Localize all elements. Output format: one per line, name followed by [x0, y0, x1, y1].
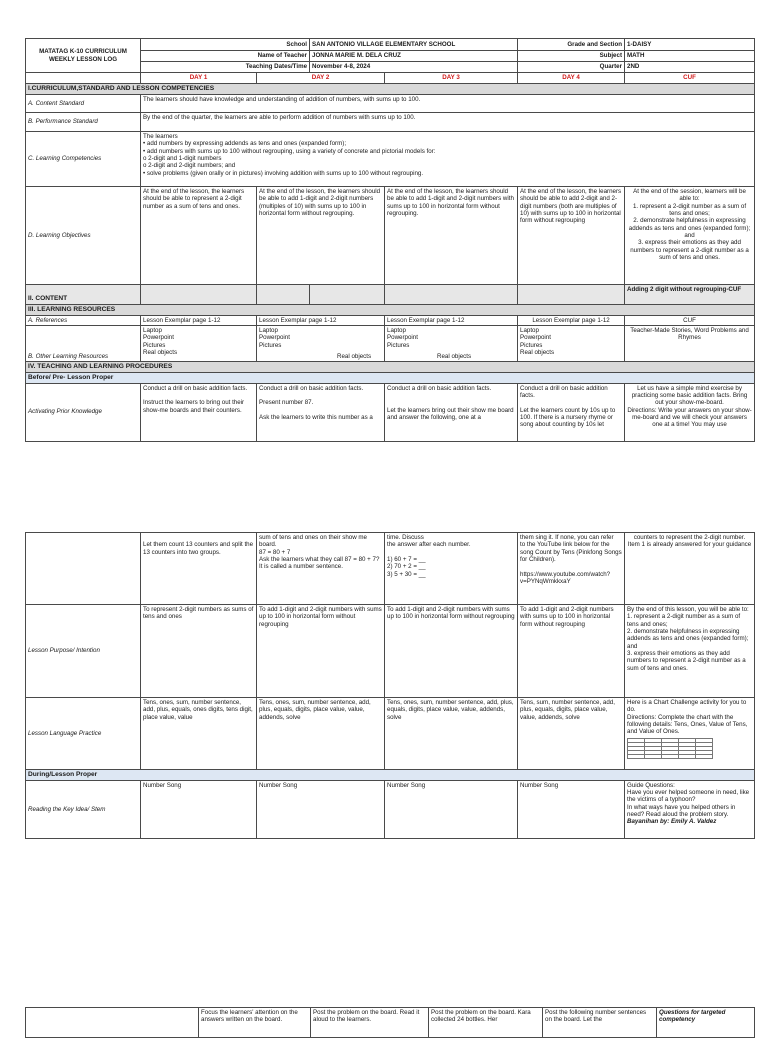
- section-before: Before/ Pre- Lesson Proper: [26, 372, 755, 383]
- purpose-day-1: To represent 2-digit numbers as sums of tens and ones: [141, 605, 257, 698]
- p3-cuf: Questions for targeted competency: [657, 1008, 755, 1038]
- content-day-3: [385, 285, 518, 305]
- language-label: Lesson Language Practice: [26, 698, 141, 770]
- activating-day-1: Conduct a drill on basic addition facts. Instruct the learners to bring out their show-me boards and their counters.: [141, 383, 257, 441]
- content-day-2b: [310, 285, 385, 305]
- activating-day-2: Conduct a drill on basic addition facts. Present number 87. Ask the learners to write this number as a: [257, 383, 385, 441]
- objective-day-1: At the end of the lesson, the learners should be able to represent a 2-digit number as a sum of tens and ones.: [141, 187, 257, 285]
- language-day-1: Tens, ones, sum, number sentence, add, plus, equals, ones digits, tens digit, place value, value: [141, 698, 257, 770]
- reading-cuf: [625, 780, 755, 838]
- p3-day-1: Focus the learners' attention on the answers written on the board.: [199, 1008, 311, 1038]
- p3-day-4: Post the following number sentences on the board. Let the: [543, 1008, 657, 1038]
- log-title: MATATAG K-10 CURRICULUM WEEKLY LESSON LOG: [26, 39, 141, 73]
- language-day-3: Tens, ones, sum, number sentence, add, plus, equals, digits, place value, value, addends, solve: [385, 698, 518, 770]
- other-resources-label: B. Other Learning Resources: [26, 326, 141, 362]
- purpose-label: Lesson Purpose/ Intention: [26, 605, 141, 698]
- activating-cont-day-2: sum of tens and ones on their show me board. 87 = 80 + 7 Ask the learners what they call 87 = 80 + 7? It is called a number sentence.: [257, 533, 385, 605]
- section-curriculum: I.CURRICULUM,STANDARD AND LESSON COMPETENCIES: [26, 84, 755, 95]
- subject-label: Subject: [518, 51, 625, 62]
- reading-cuf-credit: Bayanihan by: Emily A. Valdez: [627, 818, 717, 826]
- activating-day-3: Conduct a drill on basic addition facts. Let the learners bring out their show me board and answer the following, one at a: [385, 383, 518, 441]
- activating-cont-day-1: Let them count 13 counters and split the 13 counters into two groups.: [141, 533, 257, 605]
- day-3-header: DAY 3: [385, 73, 518, 84]
- reading-label: Reading the Key Idea/ Stem: [26, 780, 141, 838]
- objective-cuf: At the end of the session, learners will be able to: 1. represent a 2-digit number as a sum of tens and ones; 2. demonstrate helpfulness in expressing addends as tens and ones (expanded form); and 3. express their emotions as they add numbers to represent a 2-digit number as a sum of tens and ones.: [625, 187, 755, 285]
- activating-day-4: Conduct a drill on basic addition facts. Let the learners count by 10s up to 100. If there is a nursery rhyme or song about counting by 10s let: [518, 383, 625, 441]
- p3-day-3: Post the problem on the board. Kara collected 24 bottles. Her: [429, 1008, 543, 1038]
- language-day-2: Tens, ones, sum, number sentence, add, plus, equals, digits, place value, value, addends, solve: [257, 698, 385, 770]
- language-cuf: [625, 698, 755, 770]
- content-standard-text: The learners should have knowledge and understanding of addition of numbers, with sums up to 100.: [141, 95, 755, 113]
- activating-cont-day-3: time. Discuss the answer after each number. 1) 60 + 7 = __ 2) 70 + 2 = __ 3) 5 + 30 = __: [385, 533, 518, 605]
- objective-day-3: At the end of the lesson, the learners should be able to add 1-digit and 2-digit numbers with sums up to 100 in horizontal form without regrouping.: [385, 187, 518, 285]
- content-standard-label: A. Content Standard: [26, 95, 141, 113]
- day-1-header: DAY 1: [141, 73, 257, 84]
- purpose-day-4: To add 1-digit and 2-digit numbers with sums up to 100 in horizontal form without regrouping: [518, 605, 625, 698]
- purpose-cuf: By the end of this lesson, you will be able to: 1. represent a 2-digit number as a sum of tens and ones; 2. demonstrate helpfulness in expressing addends as tens and ones (expanded form); and 3. express their emotions as they add numbers to represent a 2-digit number as a sum of tens and ones.: [625, 605, 755, 698]
- quarter-label: Quarter: [518, 62, 625, 73]
- resources-day-4: Laptop Powerpoint Pictures Real objects: [518, 326, 625, 362]
- reference-day-2: Lesson Exemplar page 1-12: [257, 315, 385, 325]
- section-content: II. CONTENT: [26, 285, 141, 305]
- content-cuf: Adding 2 digit without regrouping-CUF: [625, 285, 755, 305]
- p3-label: [26, 1008, 199, 1038]
- activating-cont-label: [26, 533, 141, 605]
- resources-day-2: [257, 326, 385, 362]
- teacher-label: Name of Teacher: [141, 51, 310, 62]
- quarter-value: 2ND: [625, 62, 755, 73]
- lesson-log-page-3: [25, 1007, 755, 1038]
- resources-day-2-list: Laptop Powerpoint Pictures: [259, 327, 290, 349]
- grade-label: Grade and Section: [518, 39, 625, 51]
- purpose-day-3: To add 1-digit and 2-digit numbers with sums up to 100 in horizontal form without regrouping: [385, 605, 518, 698]
- section-resources: III. LEARNING RESOURCES: [26, 305, 755, 316]
- objective-day-2: At the end of the lesson, the learners should be able to add 1-digit and 2-digit numbers (multiples of 10) with sums up to 100 in horizontal form without regrouping.: [257, 187, 385, 285]
- day-4-header: DAY 4: [518, 73, 625, 84]
- grade-value: 1-DAISY: [625, 39, 755, 51]
- reference-day-1: Lesson Exemplar page 1-12: [141, 315, 257, 325]
- language-day-4: Tens, sum, number sentence, add, plus, equals, digits, place value, value, addends, solve: [518, 698, 625, 770]
- reference-cuf: CUF: [625, 315, 755, 325]
- reading-cuf-text: Guide Questions: Have you ever helped someone in need, like the victims of a typhoon? In what ways have you helped others in need? Read aloud the problem story.: [627, 781, 750, 819]
- content-day-2a: [257, 285, 310, 305]
- reference-day-3: Lesson Exemplar page 1-12: [385, 315, 518, 325]
- day-header-blank: [26, 73, 141, 84]
- p3-day-2: Post the problem on the board. Read it aloud to the learners.: [311, 1008, 429, 1038]
- resources-day-1: Laptop Powerpoint Pictures Real objects: [141, 326, 257, 362]
- learning-objectives-label: D. Learning Objectives: [26, 187, 141, 285]
- learning-competencies-label: C. Learning Competencies: [26, 132, 141, 187]
- activating-cuf: Let us have a simple mind exercise by practicing some basic addition facts. Bring out your show-me-board. Directions: Write your answers on your show-me-board and we will check your answers one at a time! You may use: [625, 383, 755, 441]
- dates-value: November 4-8, 2024: [310, 62, 518, 73]
- chart-challenge-table: [627, 738, 713, 759]
- language-cuf-text: Here is a Chart Challenge activity for you to do. Directions: Complete the chart with the following details: Tens, Ones, Value of Tens, and Value of Ones.: [627, 699, 748, 736]
- learning-competencies-text: The learners • add numbers by expressing addends as tens and ones (expanded form); • add numbers with sums up to 100 without regrouping, using a variety of concrete and pictorial models for: o 2-digit and 1-digit numbers o 2-digit and 2-digit numbers; and • solve problems (given orally or in pictures) involving addition with sums up to 100 without regrouping.: [141, 132, 755, 187]
- resources-cuf: Teacher-Made Stories, Word Problems and Rhymes: [625, 326, 755, 362]
- reading-day-2: Number Song: [257, 780, 385, 838]
- subject-value: MATH: [625, 51, 755, 62]
- reading-day-3: Number Song: [385, 780, 518, 838]
- activating-cont-day-4: them sing it. If none, you can refer to the YouTube link below for the song Count by Tens (Pinkfong Songs for Children). https://www.youtube.com/watch?v=PYNqWmkkxaY: [518, 533, 625, 605]
- cuf-header: CUF: [625, 73, 755, 84]
- lesson-log-page-1: [25, 38, 755, 442]
- reference-day-4: Lesson Exemplar page 1-12: [518, 315, 625, 325]
- performance-standard-text: By the end of the quarter, the learners are able to perform addition of numbers with sums up to 100.: [141, 113, 755, 132]
- teacher-value: JONNA MARIE M. DELA CRUZ: [310, 51, 518, 62]
- reading-day-1: Number Song: [141, 780, 257, 838]
- content-day-1: [141, 285, 257, 305]
- school-value: SAN ANTONIO VILLAGE ELEMENTARY SCHOOL: [310, 39, 518, 51]
- section-procedures: IV. TEACHING AND LEARNING PROCEDURES: [26, 362, 755, 373]
- school-label: School: [141, 39, 310, 51]
- activating-label: Activating Prior Knowledge: [26, 383, 141, 441]
- section-during: During/Lesson Proper: [26, 770, 755, 781]
- reading-day-4: Number Song: [518, 780, 625, 838]
- purpose-day-2: To add 1-digit and 2-digit numbers with sums up to 100 in horizontal form without regrouping: [257, 605, 385, 698]
- performance-standard-label: B. Performance Standard: [26, 113, 141, 132]
- dates-label: Teaching Dates/Time: [141, 62, 310, 73]
- objective-day-4: At the end of the lesson, the learners should be able to add 2-digit and 2-digit numbers (both are multiples of 10) with sums up to 100 in horizontal form without regrouping: [518, 187, 625, 285]
- resources-day-3: [385, 326, 518, 362]
- activating-cont-cuf: counters to represent the 2-digit number. Item 1 is already answered for your guidance: [625, 533, 755, 605]
- resources-day-3-real-objects: Real objects: [437, 352, 472, 360]
- references-label: A. References: [26, 315, 141, 325]
- day-2-header: DAY 2: [257, 73, 385, 84]
- resources-day-3-list: Laptop Powerpoint Pictures: [387, 327, 418, 349]
- content-day-4: [518, 285, 625, 305]
- resources-day-2-real-objects: Real objects: [337, 352, 372, 360]
- lesson-log-page-2: [25, 532, 755, 839]
